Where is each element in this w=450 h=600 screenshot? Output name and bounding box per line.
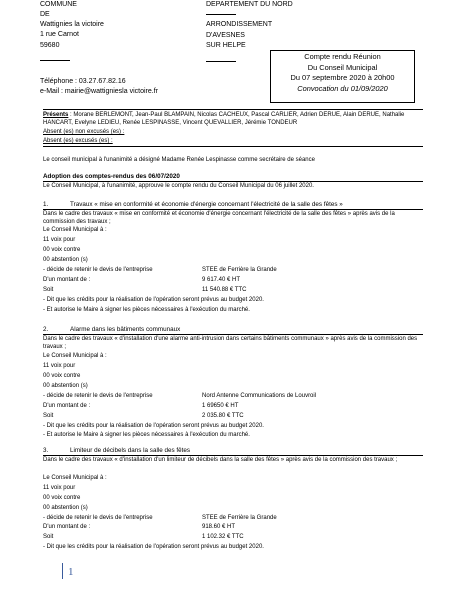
header-commune: COMMUNE — [40, 1, 77, 8]
section-3-amount-label: D'un montant de : — [43, 524, 91, 530]
section-2-decide: - décide de retenir le devis de l'entreprise — [43, 393, 153, 399]
section-3-number: 3. — [43, 447, 49, 454]
section-1-credits: - Dit que les crédits pour la réalisation de l'opération seront prévus au budget 2020. — [43, 297, 264, 303]
section-1-amount-ttc: 11 540.88 € TTC — [202, 287, 247, 293]
section-2-authorize: - Et autorise le Maire à signer les pièces nécessaires à l'exécution du marché. — [43, 432, 250, 438]
title-line-3: Du 07 septembre 2020 à 20h00 — [290, 73, 395, 82]
secretary-text: Le conseil municipal à l'unanimité a désigné Madame Renée Lespinasse comme secrétaire de séance — [43, 157, 315, 163]
footer-divider — [62, 563, 63, 579]
title-line-4: Convocation du 01/09/2020 — [297, 83, 388, 93]
present-label: Présents — [43, 112, 69, 118]
adoption-title: Adoption des comptes-rendus des 06/07/2020 — [43, 173, 180, 180]
section-2-intro: Dans le cadre des travaux « d'installation d'une alarme anti-intrusion dans certains bâtiments communaux » après avis de la commission des travaux ; — [43, 336, 418, 350]
attendance-bottom-rule — [43, 146, 423, 147]
section-1-votes-for: 11 voix pour — [43, 237, 76, 243]
phone: Téléphone : 03.27.67.82.16 — [40, 78, 126, 85]
section-2-amount-ht: 1 69650 € HT — [202, 403, 239, 409]
adoption-text: Le Conseil Municipal, à l'unanimité, approuve le compte rendu du Conseil Municipal du 06 juillet 2020. — [43, 183, 314, 189]
email: e-Mail : mairie@wattigniesla victoire.fr — [40, 88, 158, 95]
section-2-abstentions: 00 abstention (s) — [43, 383, 88, 389]
section-1-number: 1. — [43, 201, 49, 208]
header-address: 1 rue Carnot — [40, 31, 79, 38]
section-3-amount-ht: 918.60 € HT — [202, 524, 236, 530]
section-2-amount-ttc: 2 035.80 € TTC — [202, 413, 244, 419]
section-1-votes-against: 00 voix contre — [43, 247, 81, 253]
section-2-soit: Soit — [43, 413, 54, 419]
section-3-credits: - Dit que les crédits pour la réalisation de l'opération seront prévus au budget 2020. — [43, 544, 264, 550]
attendance-present — [43, 111, 421, 127]
absent-excused: Absent (es) excusés (es) : — [43, 138, 113, 144]
section-1-company: STEE de Ferrière la Grande — [202, 267, 277, 273]
section-2-votes-against: 00 voix contre — [43, 373, 81, 379]
page-number: 1 — [68, 566, 74, 578]
section-1-intro: Dans le cadre des travaux « mise en conformité et économie d'énergie concernant l'électricité de la salle des fêtes » après avis de la commission des travaux ; — [43, 211, 395, 225]
section-1-title: Travaux « mise en conformité et économie d'énergie concernant l'électricité de la salle des fêtes » — [70, 201, 343, 208]
header-town: Wattignies la victoire — [40, 21, 104, 28]
section-3-abstentions: 00 abstention (s) — [43, 505, 88, 511]
header-right-divider-1 — [206, 14, 236, 15]
section-3-decide: - décide de retenir le devis de l'entreprise — [43, 515, 153, 521]
section-3-amount-ttc: 1 102.32 € TTC — [202, 534, 244, 540]
absent-not-excused: Absent (es) non excusés (es) : — [43, 129, 125, 135]
section-3-votes-against: 00 voix contre — [43, 495, 81, 501]
section-3-votes-for: 11 voix pour — [43, 485, 76, 491]
section-1-decide: - décide de retenir le devis de l'entreprise — [43, 267, 153, 273]
section-3-title: Limiteur de décibels dans la salle des fêtes — [70, 447, 191, 454]
section-2-amount-label: D'un montant de : — [43, 403, 91, 409]
section-1-amount-ht: 9 617.40 € HT — [202, 277, 241, 283]
section-1-authorize: - Et autorise le Maire à signer les pièces nécessaires à l'exécution du marché. — [43, 307, 250, 313]
header-arrondissement: ARRONDISSEMENT — [206, 21, 273, 28]
section-1-amount-label: D'un montant de : — [43, 277, 91, 283]
section-2-council: Le Conseil Municipal à : — [43, 353, 107, 359]
section-3-soit: Soit — [43, 534, 54, 540]
header-department: DEPARTEMENT DU NORD — [206, 1, 293, 8]
header-avesnes: D'AVESNES — [206, 32, 245, 39]
section-1-soit: Soit — [43, 287, 54, 293]
section-3-council: Le Conseil Municipal à : — [43, 475, 107, 481]
section-2-votes-for: 11 voix pour — [43, 363, 76, 369]
header-helpe: SUR HELPE — [206, 42, 246, 49]
title-line-2: Du Conseil Municipal — [307, 62, 378, 72]
section-2-company: Nord Antenne Communications de Louvroil — [202, 393, 317, 399]
section-2-number: 2. — [43, 326, 49, 333]
section-2-title: Alarme dans les bâtiments communaux — [70, 326, 181, 333]
header-de: DE — [40, 11, 50, 18]
section-3-intro: Dans le cadre des travaux « d'installation d'un limiteur de décibels dans la salle des fêtes » après avis de la commission des travaux ; — [43, 457, 398, 463]
header-right-divider-2 — [206, 61, 236, 62]
present-names: : Morane BERLEMONT, Jean-Paul BLAMPAIN, Nicolas CACHEUX, Pascal CARLIER, Adrien DERUE, Alain DERUE, Nathalie HANCART, Evelyne LEDIEU, Renée LESPINASSE, Vincent QUEVALLIER, Jérémie TONDEUR — [43, 112, 405, 126]
header-postcode: 59680 — [40, 42, 60, 49]
attendance-top-rule — [43, 109, 423, 110]
section-1-council: Le Conseil Municipal à : — [43, 227, 107, 233]
title-box — [270, 50, 415, 103]
header-left-divider — [40, 60, 70, 61]
section-3-company: STEE de Ferrière la Grande — [202, 515, 277, 521]
section-1-abstentions: 00 abstention (s) — [43, 257, 88, 263]
section-2-credits: - Dit que les crédits pour la réalisation de l'opération seront prévus au budget 2020. — [43, 423, 264, 429]
title-line-1: Compte rendu Réunion — [304, 52, 381, 61]
